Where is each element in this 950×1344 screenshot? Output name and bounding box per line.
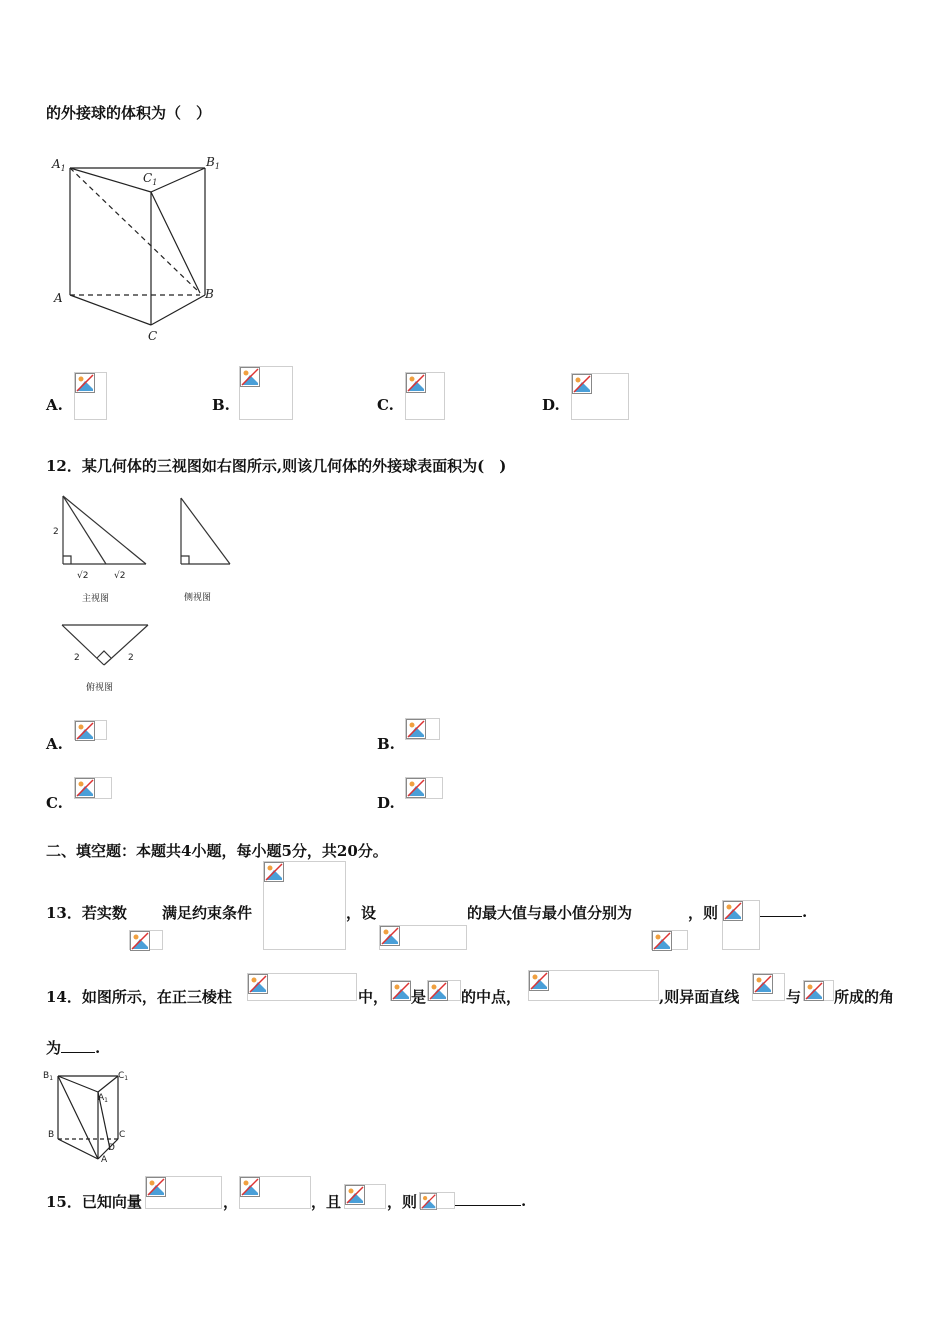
broken-image-icon <box>428 981 448 1001</box>
label-a1: $A_1$ <box>52 157 66 173</box>
q12-option-c-image <box>74 777 112 799</box>
q14-part6: 与 <box>786 988 802 1006</box>
q13-part5: ，则 <box>688 904 719 922</box>
q14-prism-name-image <box>247 973 357 1001</box>
broken-image-icon <box>240 1177 260 1197</box>
q14-condition-image <box>528 970 659 1001</box>
broken-image-icon <box>240 367 260 387</box>
q13-part4: 的最大值与最小值分别为 <box>467 904 633 922</box>
q14-part5: ,则异面直线 <box>659 988 740 1006</box>
q14-part3: 是 <box>411 988 427 1006</box>
label-d: D <box>108 1143 115 1153</box>
q15-condition-image <box>344 1184 386 1209</box>
q11-prism-figure <box>40 150 240 350</box>
q11-option-c-image <box>405 372 445 420</box>
q14-part7: 所成的角 <box>834 988 895 1006</box>
q12-option-a: A. <box>46 735 63 753</box>
q15-sep2: ，且 <box>311 1193 342 1211</box>
top-right-label: 2 <box>128 653 134 663</box>
q11-option-d-image <box>571 373 629 420</box>
q12-option-d: D. <box>377 794 395 812</box>
q11-option-a: A. <box>46 396 63 414</box>
q15-unknown-image <box>419 1192 455 1209</box>
q12-option-b: B. <box>377 735 395 753</box>
front-view-caption: 主视图 <box>82 594 110 604</box>
side-view-caption: 侧视图 <box>184 593 212 603</box>
front-base-left-label: √2 <box>77 571 89 581</box>
broken-image-icon <box>75 778 95 798</box>
q14-answer-blank <box>61 1038 95 1053</box>
q12-option-c: C. <box>46 794 63 812</box>
label-b: B <box>205 287 214 301</box>
q11-option-c: C. <box>377 396 394 414</box>
q12-option-a-image <box>74 720 107 740</box>
label-c: C <box>148 329 158 343</box>
q12-three-views-figure <box>44 488 254 703</box>
label-c1: $C_1$ <box>118 1071 129 1082</box>
label-b1: $B_1$ <box>43 1071 54 1082</box>
broken-image-icon <box>753 974 773 994</box>
q13-expression-image <box>722 900 760 950</box>
broken-image-icon <box>75 373 95 393</box>
broken-image-icon <box>723 901 743 921</box>
label-b1: $B_1$ <box>206 155 220 171</box>
q14-line2-image <box>803 980 834 1001</box>
q15-vector-b-image <box>239 1176 311 1209</box>
front-height-label: 2 <box>53 527 59 537</box>
q15-sep3: ，则 <box>387 1193 418 1211</box>
q11-option-d: D. <box>542 396 560 414</box>
broken-image-icon <box>406 373 426 393</box>
q14-part2: 中， <box>358 988 389 1006</box>
q13-part3: ，设 <box>346 904 377 922</box>
q13-objective-image <box>379 925 467 950</box>
q12-stem: 12．某几何体的三视图如右图所示,则该几何体的外接球表面积为( ) <box>46 457 507 475</box>
q14-point-image <box>390 980 411 1001</box>
q13-constraints-image <box>263 861 346 950</box>
q14-line1-image <box>752 973 785 1001</box>
top-left-label: 2 <box>74 653 80 663</box>
top-view-caption: 俯视图 <box>86 683 114 693</box>
q14-prism-figure <box>40 1064 150 1169</box>
front-base-right-label: √2 <box>114 571 126 581</box>
section-heading: 二、填空题：本题共4小题，每小题5分，共20分。 <box>46 842 388 860</box>
q13-part2: 满足约束条件 <box>162 904 253 922</box>
broken-image-icon <box>406 719 426 739</box>
q15-part1: 15．已知向量 <box>46 1193 142 1211</box>
label-a1: $A_1$ <box>98 1093 108 1104</box>
label-a: A <box>54 291 63 305</box>
broken-image-icon <box>345 1185 365 1205</box>
q15-sep1: ， <box>223 1193 239 1211</box>
q13-minmax-image <box>651 930 688 950</box>
q15-vector-a-image <box>145 1176 222 1209</box>
broken-image-icon <box>529 971 549 991</box>
broken-image-icon <box>130 931 150 951</box>
broken-image-icon <box>804 981 824 1001</box>
q11-option-b-image <box>239 366 293 420</box>
broken-image-icon <box>572 374 592 394</box>
q13-variables-image <box>129 930 163 950</box>
broken-image-icon <box>380 926 400 946</box>
label-a: A <box>101 1155 108 1165</box>
broken-image-icon <box>248 974 268 994</box>
broken-image-icon <box>420 1193 437 1210</box>
q11-option-a-image <box>74 372 107 420</box>
label-c: C <box>119 1130 126 1140</box>
broken-image-icon <box>391 981 411 1001</box>
q14-part1: 14．如图所示，在正三棱柱 <box>46 988 232 1006</box>
q15-answer-blank <box>455 1191 521 1206</box>
broken-image-icon <box>264 862 284 882</box>
q12-option-d-image <box>405 777 443 799</box>
q14-part4: 的中点， <box>461 988 522 1006</box>
broken-image-icon <box>652 931 672 951</box>
q12-option-b-image <box>405 718 440 740</box>
q14-segment-image <box>427 980 461 1001</box>
label-b: B <box>48 1130 55 1140</box>
broken-image-icon <box>146 1177 166 1197</box>
q15-answer: . <box>455 1191 526 1210</box>
q13-answer-blank <box>760 902 802 917</box>
q14-line2: 为 . <box>46 1039 101 1057</box>
q13-part1: 13．若实数 <box>46 904 127 922</box>
q11-stem: 的外接球的体积为（ ） <box>46 104 212 122</box>
q11-option-b: B. <box>212 396 230 414</box>
label-c1: $C_1$ <box>143 171 158 187</box>
q13-answer: . <box>760 902 807 921</box>
broken-image-icon <box>406 778 426 798</box>
broken-image-icon <box>75 721 95 741</box>
